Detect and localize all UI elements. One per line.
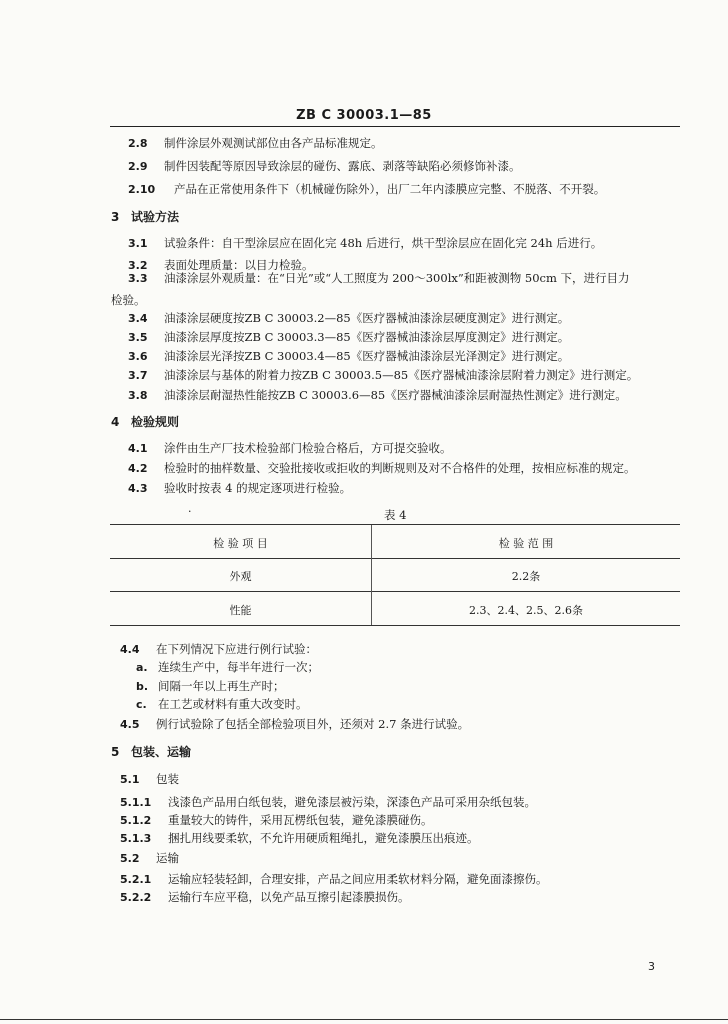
section-number: 3 [111,210,120,224]
section-title: 试验方法 [131,210,180,224]
clause-text: 油漆涂层光泽按ZB C 30003.4—85《医疗器械油漆涂层光泽测定》进行测定。 [164,349,570,363]
table-cell: 2.2条 [511,570,541,583]
table-cell: 外观 [229,570,252,583]
clause-number: 3.8 [128,389,148,402]
clause-number: 2.8 [128,137,148,150]
clause-text: 油漆涂层耐湿热性能按ZB C 30003.6—85《医疗器械油漆涂层耐湿热性测定》进行测定。 [164,388,627,402]
sub-item-letter: a. [136,661,148,674]
clause-5-1-1 [120,795,536,810]
clause-5-1-3 [120,831,479,846]
clause-number: 5.2.1 [120,873,152,886]
clause-number: 5.2.2 [120,891,152,904]
clause-2-9 [128,159,521,174]
clause-number: 5.2 [120,852,140,865]
table-cell: 性能 [229,604,252,617]
table-header-scope: 检 验 范 围 [498,537,554,550]
clause-4-1 [128,441,452,456]
clause-number: 4.3 [128,482,148,495]
clause-number: 5.1.3 [120,832,152,845]
clause-number: 3.1 [128,237,148,250]
clause-number: 3.6 [128,350,148,363]
clause-text: 油漆涂层与基体的附着力按ZB C 30003.5—85《医疗器械油漆涂层附着力测定》进行测定。 [164,368,639,382]
clause-number: 3.7 [128,369,148,382]
section-number: 4 [111,415,120,429]
clause-4-4 [120,642,317,657]
sub-item-text: 间隔一年以上再生产时； [158,679,285,693]
table-header-item: 检 验 项 目 [213,537,268,550]
clause-number: 4.1 [128,442,148,455]
clause-text: 浅漆色产品用白纸包装，避免漆层被污染，深漆色产品可采用杂纸包装。 [168,795,536,809]
clause-number: 4.2 [128,462,148,475]
clause-number: 4.4 [120,643,140,656]
sub-item-letter: c. [136,698,147,711]
clause-number: 3.3 [128,272,148,285]
table-top-rule [110,524,680,525]
scan-bottom-edge [0,1019,728,1020]
clause-3-3-continuation: 检验。 [111,293,146,307]
clause-text: 表面处理质量：以目力检验。 [164,258,314,272]
clause-text: 试验条件：自干型涂层应在固化完 48h 后进行，烘干型涂层应在固化完 24h 后进行。 [164,236,603,250]
clause-number: 3.2 [128,259,148,272]
clause-5-2-2 [120,890,410,905]
header-rule [110,126,680,127]
clause-number: 5.1.2 [120,814,152,827]
clause-number: 4.5 [120,718,140,731]
clause-number: 3.5 [128,331,148,344]
section-4-heading [111,415,179,429]
table-row-rule [110,591,680,592]
clause-2-8 [128,136,383,151]
page-number: 3 [648,960,655,973]
standard-number-header: ZB C 30003.1—85 [296,108,432,123]
clause-text: 运输应轻装轻卸，合理安排，产品之间应用柔软材料分隔，避免面漆擦伤。 [168,872,548,886]
clause-3-1 [128,236,602,251]
clause-text: 捆扎用线要柔软，不允许用硬质粗绳扎，避免漆膜压出痕迹。 [168,831,479,845]
clause-number: 3.4 [128,312,148,325]
clause-text: 油漆涂层外观质量：在“日光”或“人工照度为 200～300lx”和距被测物 50cm 下，进行目力 [164,271,630,285]
clause-3-6 [128,349,569,364]
sub-item-text: 在工艺或材料有重大改变时。 [158,697,308,711]
clause-number: 2.9 [128,160,148,173]
clause-number: 2.10 [128,183,156,196]
clause-2-10 [128,182,605,197]
clause-text: 油漆涂层硬度按ZB C 30003.2—85《医疗器械油漆涂层硬度测定》进行测定。 [164,311,570,325]
sub-item-c [136,697,308,712]
section-5-heading [111,745,191,759]
clause-3-7 [128,368,638,383]
sub-item-a [136,660,319,675]
clause-text: 在下列情况下应进行例行试验： [156,642,317,656]
clause-text: 运输行车应平稳，以免产品互擦引起漆膜损伤。 [168,890,410,904]
section-title: 检验规则 [131,415,180,429]
clause-3-4 [128,311,569,326]
clause-3-3 [128,271,630,286]
clause-4-3 [128,481,351,496]
clause-5-2 [120,851,179,866]
sub-item-b [136,679,285,694]
table-bottom-rule [110,625,680,626]
clause-text: 验收时按表 4 的规定逐项进行检验。 [164,481,352,495]
clause-number: 5.1.1 [120,796,152,809]
clause-text: 制件涂层外观测试部位由各产品标准规定。 [164,136,383,150]
clause-4-2 [128,461,636,476]
clause-text: 重量较大的铸件，采用瓦楞纸包装，避免漆膜碰伤。 [168,813,433,827]
sub-item-text: 连续生产中，每半年进行一次； [158,660,319,674]
clause-3-8 [128,388,627,403]
clause-3-5 [128,330,569,345]
table-mark: · [188,505,192,518]
clause-5-2-1 [120,872,548,887]
section-title: 包装、运输 [131,745,192,759]
section-number: 5 [111,745,120,759]
sub-item-letter: b. [136,680,149,693]
section-3-heading [111,210,179,224]
table-cell: 2.3、2.4、2.5、2.6条 [469,604,583,617]
clause-text: 检验时的抽样数量、交验批接收或拒收的判断规则及对不合格件的处理，按相应标准的规定。 [164,461,636,475]
clause-number: 5.1 [120,773,140,786]
clause-text: 涂件由生产厂技术检验部门检验合格后，方可提交验收。 [164,441,452,455]
table-header-rule [110,558,680,559]
clause-text: 例行试验除了包括全部检验项目外，还须对 2.7 条进行试验。 [156,717,470,731]
clause-text: 产品在正常使用条件下（机械碰伤除外），出厂二年内漆膜应完整、不脱落、不开裂。 [174,182,606,196]
clause-text: 油漆涂层厚度按ZB C 30003.3—85《医疗器械油漆涂层厚度测定》进行测定。 [164,330,570,344]
clause-4-5 [120,717,469,732]
clause-text: 制件因装配等原因导致涂层的碰伤、露底、剥落等缺陷必须修饰补漆。 [164,159,521,173]
clause-5-1 [120,772,179,787]
table-caption: 表 4 [384,508,407,522]
clause-text: 包装 [156,772,179,786]
clause-5-1-2 [120,813,433,828]
clause-text: 运输 [156,851,179,865]
